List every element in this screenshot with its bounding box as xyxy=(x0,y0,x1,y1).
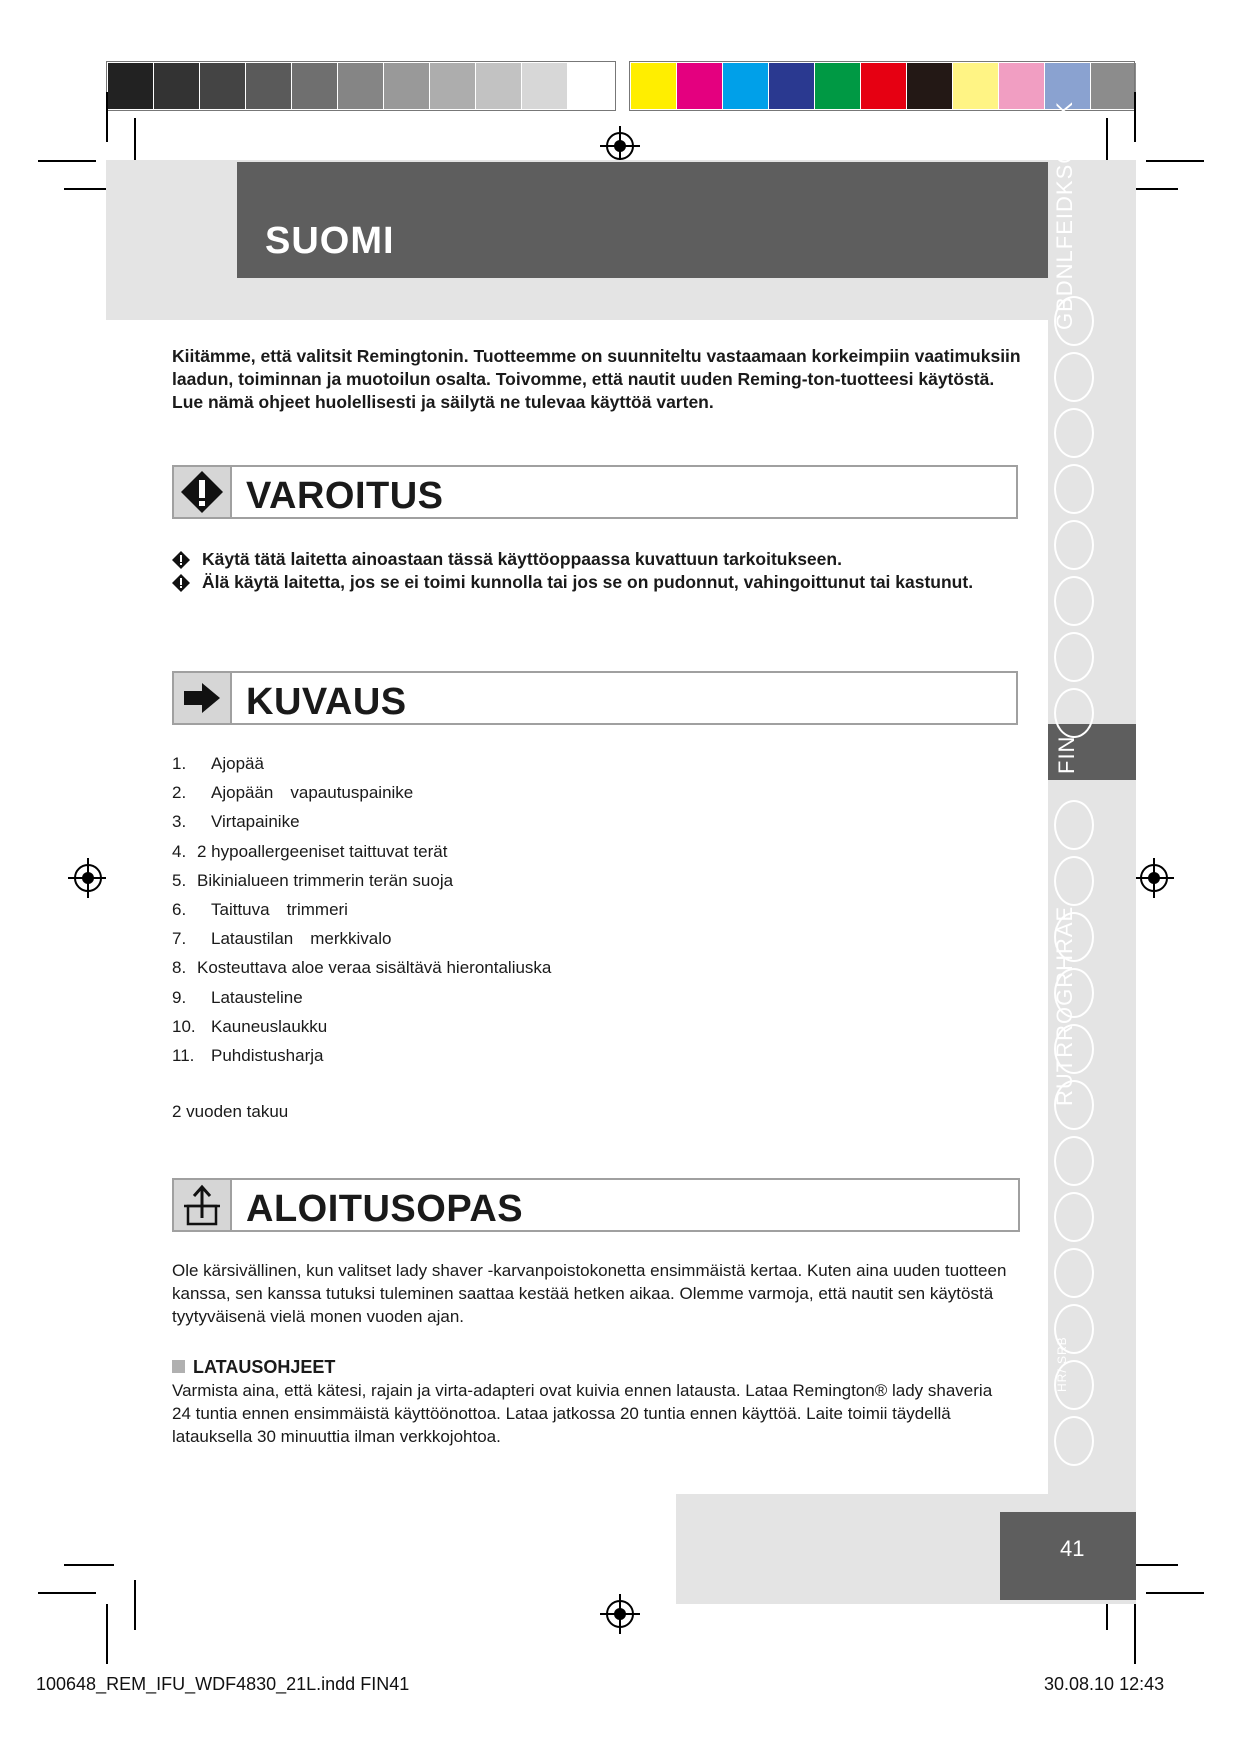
language-tab-bottom-label: HR/ SRB xyxy=(1055,1336,1069,1392)
page-title: SUOMI xyxy=(265,220,395,262)
greyscale-swatch xyxy=(246,63,292,109)
list-item xyxy=(172,871,453,891)
language-tab-circle[interactable] xyxy=(1054,800,1094,850)
language-tab-active-label: FIN xyxy=(1054,735,1079,774)
list-item-text: Latausteline xyxy=(211,987,303,1007)
warning-item-text: Käytä tätä laitetta ainoastaan tässä käyttöoppaassa kuvattuun tarkoitukseen. xyxy=(202,549,842,569)
list-item xyxy=(172,754,264,774)
crop-mark xyxy=(106,92,108,142)
crop-mark xyxy=(1134,92,1136,142)
list-item-text: Taittuva trimmeri xyxy=(211,900,348,919)
square-bullet-icon xyxy=(172,1360,185,1373)
warning-item-text: Älä käytä laitetta, jos se ei toimi kunnolla tai jos se on pudonnut, vahingoittunut tai kastunut. xyxy=(202,572,974,592)
unbox-icon xyxy=(174,1180,232,1230)
language-tab-circle[interactable] xyxy=(1054,1360,1094,1410)
list-item-text: Virtapainike xyxy=(211,812,300,832)
crop-mark xyxy=(106,1604,108,1664)
crop-mark xyxy=(1146,1592,1204,1594)
getting-started-section-header xyxy=(172,1178,1020,1232)
language-tab-circle[interactable] xyxy=(1054,1136,1094,1186)
language-tab-circle[interactable] xyxy=(1054,912,1094,962)
list-item-number: 5. xyxy=(172,870,187,890)
process-swatch xyxy=(1091,63,1137,109)
warning-title: VAROITUS xyxy=(246,475,444,517)
list-item-number: 9. xyxy=(172,987,187,1007)
list-item xyxy=(172,988,303,1008)
list-item-number: 4. xyxy=(172,841,187,861)
crop-mark xyxy=(64,1564,114,1566)
language-tab-circle[interactable] xyxy=(1054,1304,1094,1354)
charging-heading xyxy=(172,1357,335,1378)
list-item xyxy=(172,1046,323,1066)
crop-mark xyxy=(134,1580,136,1630)
warning-bullet-icon xyxy=(172,574,190,592)
list-item-number: 1. xyxy=(172,754,187,773)
registration-mark-icon xyxy=(1134,858,1174,898)
language-tab-circle[interactable] xyxy=(1054,520,1094,570)
language-tab-circle[interactable] xyxy=(1054,632,1094,682)
title-band xyxy=(237,162,1136,278)
list-item xyxy=(172,842,447,862)
process-swatch xyxy=(953,63,999,109)
warning-section-header xyxy=(172,465,1018,519)
warning-diamond-icon xyxy=(174,467,232,517)
language-tab-circle[interactable] xyxy=(1054,1416,1094,1466)
list-item-text: 2 hypoallergeeniset taittuvat terät xyxy=(197,841,448,861)
crop-mark xyxy=(1146,160,1204,162)
crop-mark xyxy=(1134,1604,1136,1664)
process-swatch xyxy=(907,63,953,109)
crop-mark xyxy=(38,160,96,162)
language-tab-circle[interactable] xyxy=(1054,296,1094,346)
greyscale-swatch xyxy=(522,63,568,109)
greyscale-swatch xyxy=(200,63,246,109)
list-item-text: Ajopää xyxy=(211,754,264,773)
greyscale-swatch xyxy=(430,63,476,109)
language-tab-circle[interactable] xyxy=(1054,576,1094,626)
footer-date: 30.08.10 12:43 xyxy=(1044,1674,1165,1694)
greyscale-color-bar xyxy=(108,63,614,109)
process-swatch xyxy=(815,63,861,109)
process-swatch xyxy=(999,63,1045,109)
list-item xyxy=(172,929,391,949)
language-tab-circle[interactable] xyxy=(1054,408,1094,458)
warning-item xyxy=(172,548,1002,571)
list-item-text: Puhdistusharja xyxy=(211,1046,324,1065)
warning-item xyxy=(172,571,1002,594)
language-tab-circle[interactable] xyxy=(1054,688,1094,738)
list-item-text: Ajopään vapautuspainike xyxy=(211,783,414,803)
language-tab-circle[interactable] xyxy=(1054,1080,1094,1130)
process-swatch xyxy=(769,63,815,109)
greyscale-swatch xyxy=(292,63,338,109)
intro-paragraph: Kiitämme, että valitsit Remingtonin. Tuotteemme on suunniteltu vastaamaan korkeimpiin vaatimuksiin laadun, toiminnan ja muotoilun osalta. Toivomme, että nautit uuden Reming-ton-tuotteesi käytöstä. Lue nämä ohjeet huolellisesti ja säilytä ne tulevaa käyttöä varten. xyxy=(172,346,1021,412)
language-tab-circle[interactable] xyxy=(1054,856,1094,906)
list-item-number: 7. xyxy=(172,929,187,949)
charging-heading-text: LATAUSOHJEET xyxy=(193,1357,336,1377)
getting-started-title: ALOITUSOPAS xyxy=(246,1188,524,1230)
language-tab-circle[interactable] xyxy=(1054,352,1094,402)
arrow-right-icon xyxy=(174,673,232,723)
greyscale-swatch xyxy=(338,63,384,109)
language-tab-top-label: GBDNLFEIDKSCZSK xyxy=(1052,101,1077,330)
greyscale-swatch xyxy=(108,63,154,109)
list-item-number: 2. xyxy=(172,783,187,803)
greyscale-swatch xyxy=(154,63,200,109)
crop-mark xyxy=(38,1592,96,1594)
list-item-text: Kosteuttava aloe veraa sisältävä hierontaliuska xyxy=(197,958,552,978)
greyscale-swatch xyxy=(384,63,430,109)
page-number-box xyxy=(1000,1512,1136,1600)
warning-bullet-icon xyxy=(172,551,190,569)
list-item xyxy=(172,812,300,832)
language-tab-circle[interactable] xyxy=(1054,968,1094,1018)
list-item xyxy=(172,900,348,920)
description-title: KUVAUS xyxy=(246,681,407,723)
process-swatch xyxy=(631,63,677,109)
process-swatch xyxy=(861,63,907,109)
list-item-text: Lataustilan merkkivalo xyxy=(211,929,392,949)
greyscale-swatch xyxy=(568,63,614,109)
list-item-number: 11. xyxy=(172,1046,195,1065)
language-tab-circle[interactable] xyxy=(1054,464,1094,514)
greyscale-swatch xyxy=(476,63,522,109)
list-item-number: 8. xyxy=(172,958,187,978)
charging-text: Varmista aina, että kätesi, rajain ja virta-adapteri ovat kuivia ennen latausta. Lataa Remington® lady shaveria 24 tuntia ennen ensimmäistä käyttöönottoa. Lataa jatkossa 20 tuntia ennen käyttöä. Laite toimii täydellä latauksella 30 minuuttia ilman verkkojohtoa. xyxy=(172,1381,993,1446)
process-swatch xyxy=(723,63,769,109)
list-item-text: Bikinialueen trimmerin terän suoja xyxy=(197,870,454,890)
getting-started-text: Ole kärsivällinen, kun valitset lady shaver -karvanpoistokonetta ensimmäistä kertaa. Kuten aina uuden tuotteen kanssa, sen kanssa tutuksi tuleminen saattaa kestää hetken aikaa. Olemme varmoja, että nautit sen käytöstä tyytyväisenä vielä monen vuoden ajan. xyxy=(172,1261,1007,1326)
page-number: 41 xyxy=(1060,1536,1085,1561)
list-item xyxy=(172,958,551,978)
language-tab-circle[interactable] xyxy=(1054,1192,1094,1242)
warranty-text: 2 vuoden takuu xyxy=(172,1102,289,1121)
language-tab-circle[interactable] xyxy=(1054,1024,1094,1074)
list-item-number: 6. xyxy=(172,900,187,919)
process-swatch xyxy=(677,63,723,109)
registration-mark-icon xyxy=(600,1594,640,1634)
list-item xyxy=(172,1017,327,1037)
registration-mark-icon xyxy=(68,858,108,898)
list-item-number: 3. xyxy=(172,812,187,832)
language-tab-middle-label: RUTRROGRHRAE xyxy=(1052,905,1077,1106)
list-item-number: 10. xyxy=(172,1016,196,1036)
description-section-header xyxy=(172,671,1018,725)
footer-file-name: 100648_REM_IFU_WDF4830_21L.indd FIN41 xyxy=(36,1674,410,1694)
list-item xyxy=(172,783,413,803)
list-item-text: Kauneuslaukku xyxy=(211,1016,328,1036)
language-tab-circle[interactable] xyxy=(1054,1248,1094,1298)
